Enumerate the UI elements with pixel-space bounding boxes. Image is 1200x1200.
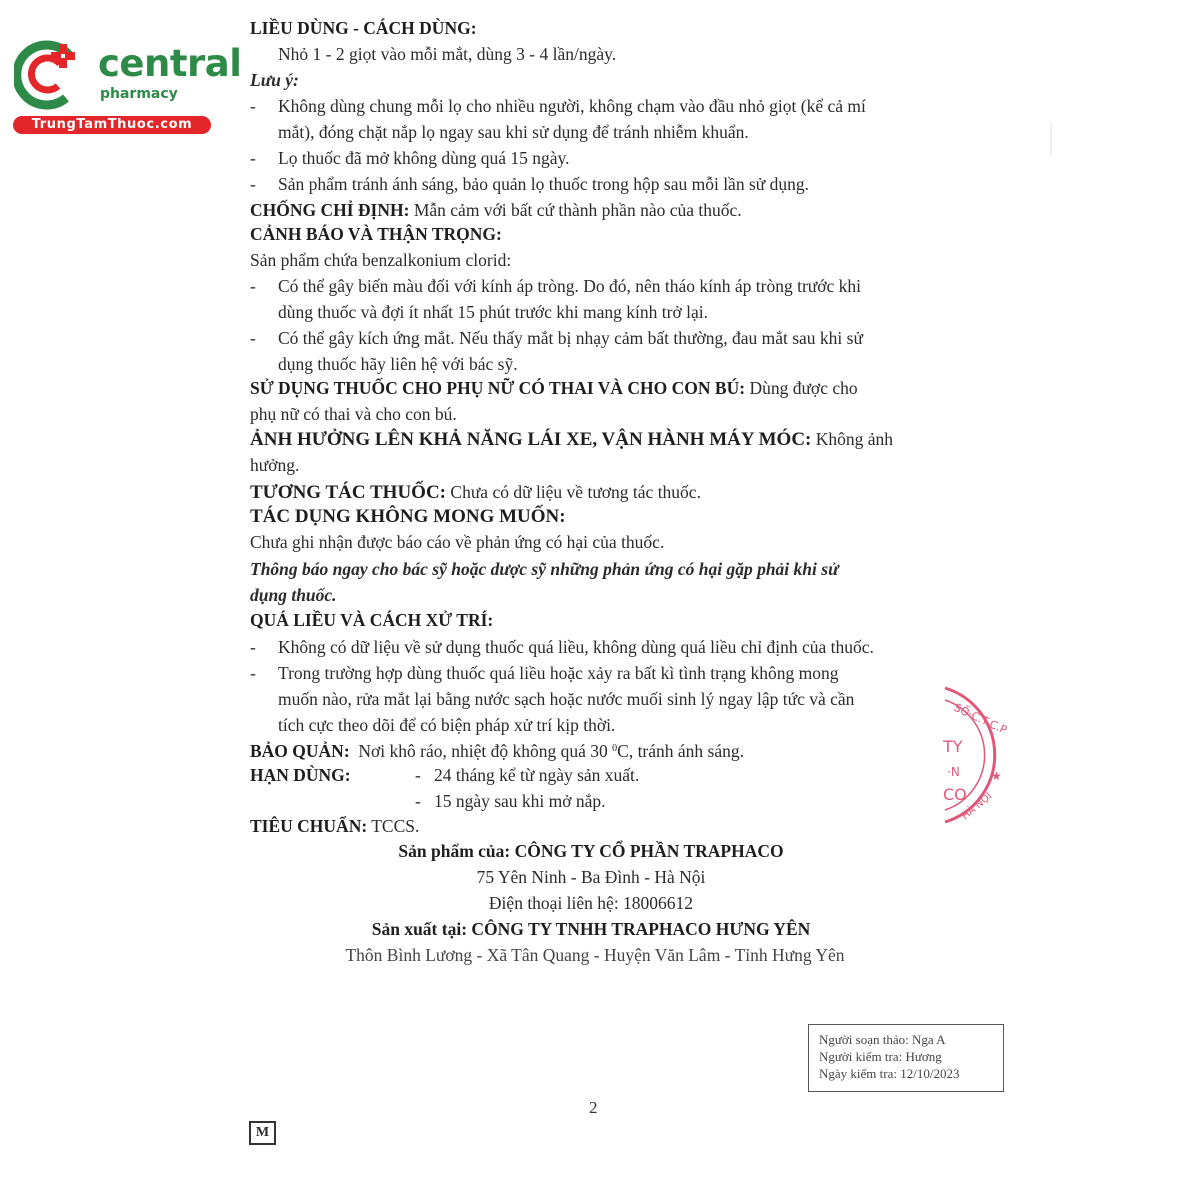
warnings-intro: Sản phẩm chứa benzalkonium clorid: [250, 250, 512, 270]
check-date: Ngày kiểm tra: 12/10/2023 [819, 1066, 960, 1081]
svg-text:CO: CO [943, 785, 967, 804]
side-effects-text: Chưa ghi nhận được báo cáo về phản ứng có hại của thuốc. [250, 532, 665, 552]
standard-section: TIÊU CHUẨN: TCCS. [250, 816, 420, 836]
contraindication-text: Mẫn cảm với bất cứ thành phần nào của thuốc. [413, 200, 742, 220]
side-effects-notice-cont: dụng thuốc. [250, 585, 337, 605]
brand-url-link[interactable]: TrungTamThuoc.com [13, 116, 211, 134]
warning-item-cont: dụng thuốc hãy liên hệ với bác sỹ. [278, 354, 518, 374]
page-number: 2 [589, 1098, 598, 1117]
storage-section: BẢO QUẢN: Nơi khô ráo, nhiệt độ không quá 30 $^0$C, tránh ánh sáng. [250, 741, 744, 761]
review-box [808, 1024, 1004, 1092]
svg-text:TY: TY [943, 737, 963, 756]
bullet-dash: - [250, 148, 256, 168]
svg-text:SỐ·C.T.C.P: SỐ·C.T.C.P [951, 700, 1009, 737]
product-of-line: Sản phẩm của: CÔNG TY CỔ PHẦN TRAPHACO [398, 841, 784, 861]
standard-heading: TIÊU CHUẨN: [250, 816, 368, 836]
driving-heading: ẢNH HƯỞNG LÊN KHẢ NĂNG LÁI XE, VẬN HÀNH MÁY MÓC: [250, 429, 812, 450]
leaflet-page: LIỀU DÙNG - CÁCH DÙNG: Nhỏ 1 - 2 giọt vào mỗi mắt, dùng 3 - 4 lần/ngày. Lưu ý: - Không dùng chung mỗi lọ cho nhiều người, không chạm vào đầu nhỏ giọt (kể cả mí mắt), đóng chặt nắp lọ ngay sau khi sử dụng để tránh nhiễm khuẩn. - Lọ thuốc đã mở không dùng quá 15 ngày. - Sản phẩm tránh ánh sáng, bảo quản lọ thuốc trong hộp sau mỗi lần sử dụng. CHỐNG CHỈ ĐỊNH: Mẫn cảm với bất cứ thành phần nào của thuốc. CẢNH BÁO VÀ THẬN TRỌNG: Sản phẩm chứa benzalkonium clorid: - Có thể gây biến màu đối với kính áp tròng. Do đó, nên tháo kính áp tròng trước khi dùng thuốc và đợi ít nhất 15 phút trước khi mang kính trở lại. - Có thể gây kích ứng mắt. Nếu thấy mắt bị nhạy cảm bất thường, đau mắt sau khi sử dụng thuốc hãy liên hệ với bác sỹ. SỬ DỤNG THUỐC CHO PHỤ NỮ CÓ THAI VÀ CHO CON BÚ: Dùng được cho phụ nữ có thai và cho con bú. ẢNH HƯỞNG LÊN KHẢ NĂNG LÁI XE, VẬN HÀNH MÁY MÓC: Không ảnh hưởng. TƯƠNG TÁC THUỐC: Chưa có dữ liệu về tương tác thuốc. TÁC DỤNG KHÔNG MONG MUỐN: Chưa ghi nhận được báo cáo về phản ứng có hại của thuốc. Thông báo ngay cho bác sỹ hoặc dược sỹ những phản ứng có hại gặp phải khi sử dụng thuốc. QUÁ LIỀU VÀ CÁCH XỬ TRÍ: - Không có dữ liệu về sử dụng thuốc quá liều, không dùng quá liều chỉ định của thuốc. - Trong trường hợp dùng thuốc quá liều hoặc xảy ra bất kì tình trạng không mong muốn nào, rửa mắt lại bằng nước sạch hoặc nước muối sinh lý ngay lập tức và cần tích cực theo dõi để có biện pháp xử trí kịp thời. BẢO QUẢN: Nơi khô ráo, nhiệt độ không quá 30 $^0$C, tránh ánh sáng. HẠN DÙNG: - 24 tháng kể từ ngày sản xuất. - 15 ngày sau khi mở nắp. TIÊU CHUẨN: TCCS. Sản phẩm của: CÔNG TY CỔ PHẦN TRAPHACO 75 Yên Ninh - Ba Đình - Hà Nội Điện thoại liên hệ: 18006612 Sản xuất tại: CÔNG TY TNHH TRAPHACO HƯNG YÊN Thôn Bình Lương - Xã Tân Quang - Huyện Văn Lâm - Tỉnh Hưng Yên [250, 0, 950, 1200]
drafter: Người soạn thảo: Nga A [819, 1032, 946, 1047]
shelf-life-item: - 24 tháng kể từ ngày sản xuất. [415, 765, 640, 785]
bullet-dash: - [250, 276, 256, 296]
svg-text:★: ★ [991, 769, 1002, 783]
shelf-life-heading: HẠN DÙNG: [250, 765, 351, 785]
overdose-heading: QUÁ LIỀU VÀ CÁCH XỬ TRÍ: [250, 610, 494, 630]
shelf-life-item: - 15 ngày sau khi mở nắp. [415, 791, 606, 811]
driving-section: ẢNH HƯỞNG LÊN KHẢ NĂNG LÁI XE, VẬN HÀNH MÁY MÓC: Không ảnh [250, 429, 894, 450]
pharmacy-cross-icon [14, 40, 86, 112]
brand-name: central [98, 42, 242, 85]
contraindication-heading: CHỐNG CHỈ ĐỊNH: [250, 200, 410, 220]
contraindication-section [250, 199, 742, 221]
dosage-text: Nhỏ 1 - 2 giọt vào mỗi mắt, dùng 3 - 4 lần/ngày. [278, 44, 617, 64]
pregnancy-section: SỬ DỤNG THUỐC CHO PHỤ NỮ CÓ THAI VÀ CHO CON BÚ: Dùng được cho [250, 378, 858, 398]
m-mark: M [249, 1121, 276, 1145]
checker: Người kiểm tra: Hương [819, 1049, 942, 1064]
company-address: 75 Yên Ninh - Ba Đình - Hà Nội [476, 867, 706, 887]
pregnancy-heading: SỬ DỤNG THUỐC CHO PHỤ NỮ CÓ THAI VÀ CHO CON BÚ: [250, 378, 746, 398]
bullet-dash: - [250, 328, 256, 348]
side-effects-notice: Thông báo ngay cho bác sỹ hoặc dược sỹ những phản ứng có hại gặp phải khi sử [250, 559, 839, 579]
warnings-heading: CẢNH BÁO VÀ THẬN TRỌNG: [250, 224, 502, 244]
company-stamp-icon [905, 680, 1035, 830]
overdose-item-cont: muốn nào, rửa mắt lại bằng nước sạch hoặc nước muối sinh lý ngay lập tức và cần [278, 689, 855, 709]
driving-text: hưởng. [250, 455, 300, 475]
interactions-heading: TƯƠNG TÁC THUỐC: [250, 482, 447, 503]
bullet-dash: - [415, 791, 421, 811]
bullet-dash: - [250, 96, 256, 116]
pregnancy-text: phụ nữ có thai và cho con bú. [250, 404, 457, 424]
side-effects-heading: TÁC DỤNG KHÔNG MONG MUỐN: [250, 506, 566, 527]
factory-address: Thôn Bình Lương - Xã Tân Quang - Huyện Văn Lâm - Tỉnh Hưng Yên [345, 945, 845, 965]
made-at-line: Sản xuất tại: CÔNG TY TNHH TRAPHACO HƯNG YÊN [371, 919, 811, 939]
warning-item-cont: dùng thuốc và đợi ít nhất 15 phút trước khi mang kính trở lại. [278, 302, 708, 322]
storage-heading: BẢO QUẢN: [250, 741, 350, 761]
svg-text:·N: ·N [947, 765, 960, 779]
note-item-cont: mắt), đóng chặt nắp lọ ngay sau khi sử dụng để tránh nhiễm khuẩn. [278, 122, 749, 142]
scan-artifact [1050, 122, 1052, 156]
company-phone: Điện thoại liên hệ: 18006612 [488, 893, 694, 913]
bullet-dash: - [250, 663, 256, 683]
svg-text:HÀ NỘI: HÀ NỘI [959, 790, 995, 823]
dosage-heading: LIỀU DÙNG - CÁCH DÙNG: [250, 18, 477, 38]
bullet-dash: - [415, 765, 421, 785]
brand-subtitle: pharmacy [100, 86, 178, 102]
bullet-dash: - [250, 174, 256, 194]
overdose-item-cont: tích cực theo dõi để có biện pháp xử trí kịp thời. [278, 715, 616, 735]
interactions-section: TƯƠNG TÁC THUỐC: Chưa có dữ liệu về tương tác thuốc. [250, 482, 701, 503]
bullet-dash: - [250, 637, 256, 657]
note-label: Lưu ý: [250, 70, 299, 90]
central-pharmacy-logo [10, 36, 242, 136]
